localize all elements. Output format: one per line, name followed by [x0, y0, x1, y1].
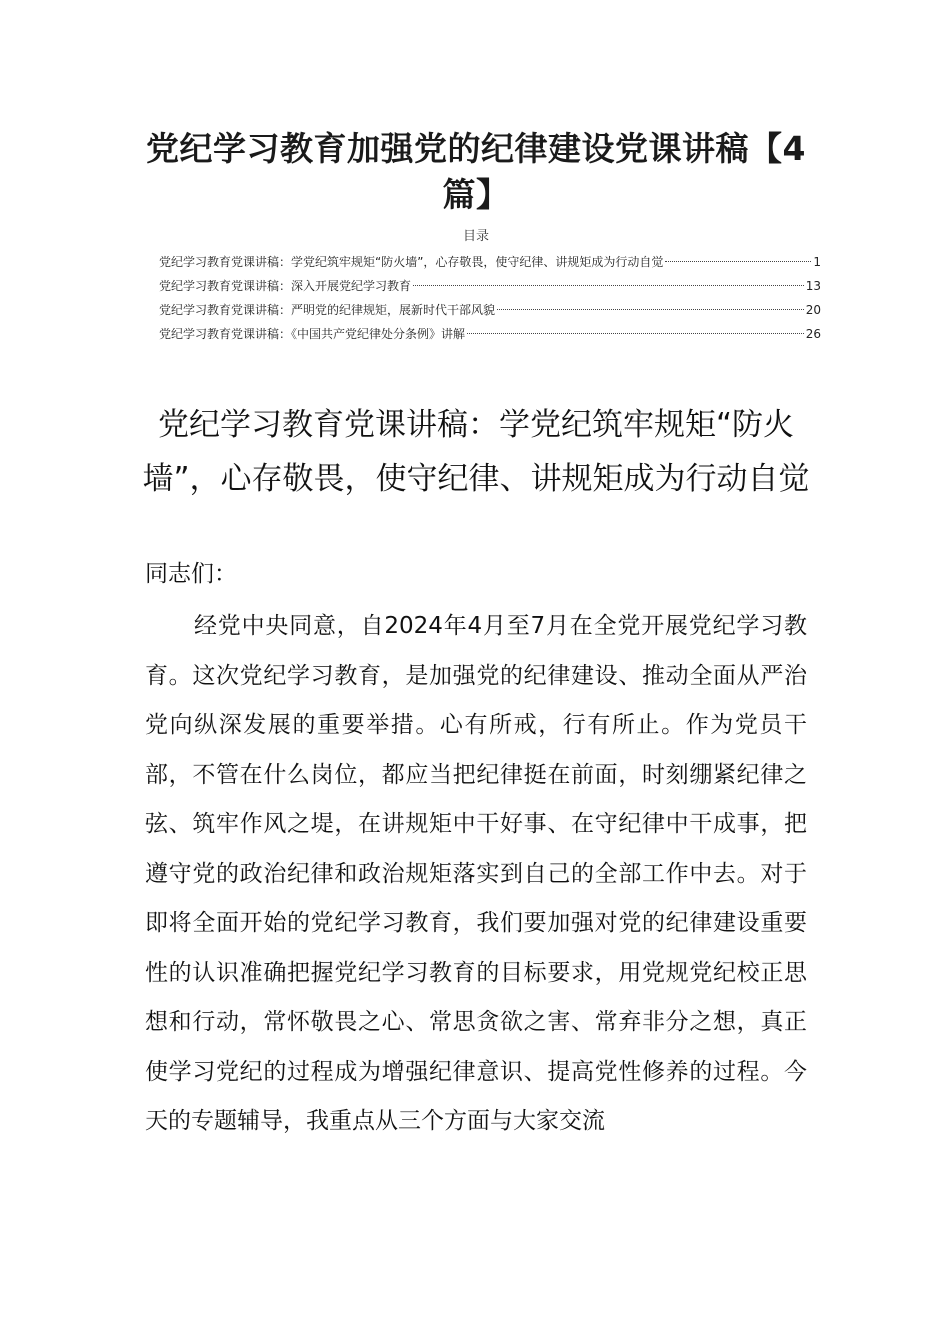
toc-entry-page: 1	[813, 255, 821, 269]
toc-heading: 目录	[462, 229, 489, 244]
toc-leader-dots	[665, 261, 811, 262]
toc-entry-page: 26	[805, 327, 821, 341]
toc-entry-text: 党纪学习教育党课讲稿：严明党的纪律规矩，展新时代干部风貌	[159, 303, 496, 317]
toc-entry-page: 13	[805, 279, 821, 293]
toc-entry-text: 党纪学习教育党课讲稿：学党纪筑牢规矩“防火墙”，心存敬畏，使守纪律、讲规矩成为行动自觉	[159, 255, 664, 269]
toc-entry[interactable]	[159, 324, 821, 348]
section-title: 党纪学习教育党课讲稿：学党纪筑牢规矩“防火墙”，心存敬畏，使守纪律、讲规矩成为行动自觉	[142, 407, 810, 497]
toc-leader-dots	[413, 285, 804, 286]
toc-entry[interactable]	[159, 252, 821, 276]
table-of-contents	[159, 252, 821, 348]
body-paragraph: 经党中央同意，自2024年4月至7月在全党开展党纪学习教育。这次党纪学习教育，是加强党的纪律建设、推动全面从严治党向纵深发展的重要举措。心有所戒，行有所止。作为党员干部，不管在什么岗位，都应当把纪律挺在前面，时刻绷紧纪律之弦、筑牢作风之堤，在讲规矩中干好事、在守纪律中干成事，把遵守党的政治纪律和政治规矩落实到自己的全部工作中去。对于即将全面开始的党纪学习教育，我们要加强对党的纪律建设重要性的认识准确把握党纪学习教育的目标要求，用党规党纪校正思想和行动，常怀敬畏之心、常思贪欲之害、常弃非分之想，真正使学习党纪的过程成为增强纪律意识、提高党性修养的过程。今天的专题辅导，我重点从三个方面与大家交流	[145, 613, 807, 1134]
toc-leader-dots	[497, 309, 804, 310]
toc-entry[interactable]	[159, 276, 821, 300]
toc-leader-dots	[467, 333, 804, 334]
document-title: 党纪学习教育加强党的纪律建设党课讲稿【4篇】	[146, 129, 806, 214]
toc-entry-text: 党纪学习教育党课讲稿：《中国共产党纪律处分条例》讲解	[159, 327, 466, 341]
toc-entry-page: 20	[805, 303, 821, 317]
toc-entry-text: 党纪学习教育党课讲稿：深入开展党纪学习教育	[159, 279, 412, 293]
salutation: 同志们：	[145, 561, 237, 587]
toc-entry[interactable]	[159, 300, 821, 324]
